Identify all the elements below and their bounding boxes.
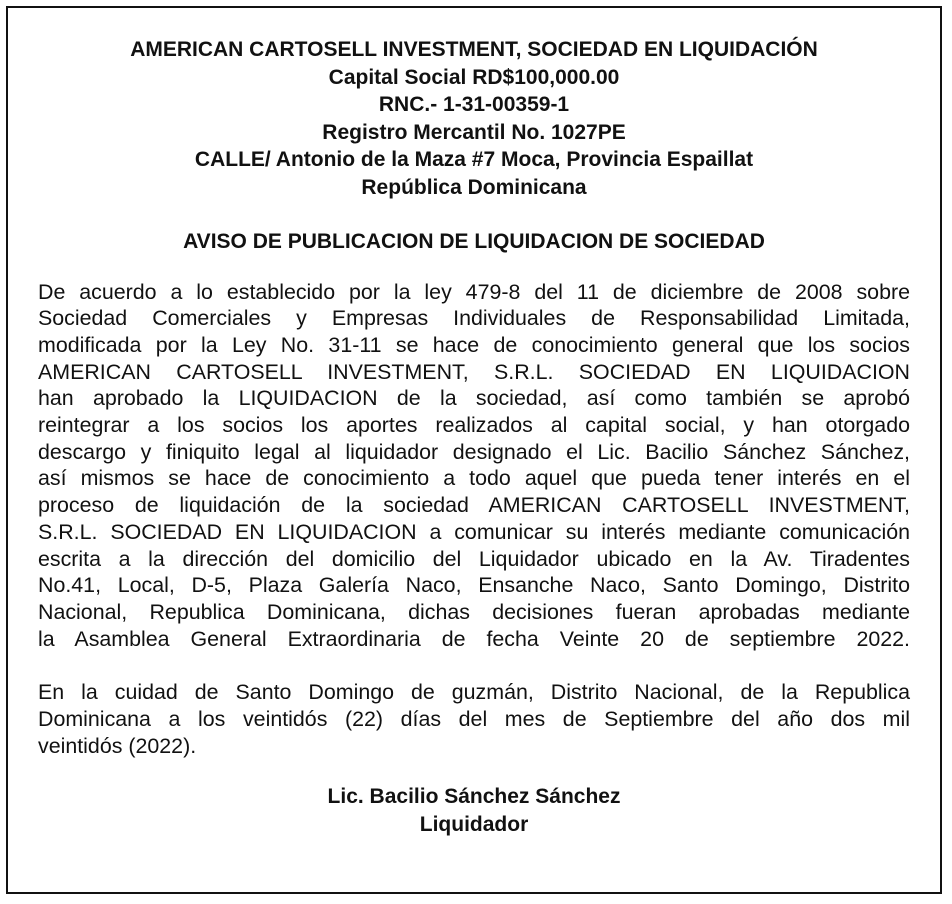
body-paragraph-1 <box>38 279 910 653</box>
paragraph-line: AMERICAN CARTOSELL INVESTMENT, S.R.L. SOCIEDAD EN LIQUIDACION <box>38 359 910 384</box>
company-name: AMERICAN CARTOSELL INVESTMENT, SOCIEDAD EN LIQUIDACIÓN <box>130 38 818 61</box>
paragraph-line: así mismos se hace de conocimiento a todo aquel que pueda tener interés en el <box>38 466 910 491</box>
paragraph-line: la Asamblea General Extraordinaria de fecha Veinte 20 de septiembre 2022. <box>38 626 910 651</box>
notice-title: AVISO DE PUBLICACION DE LIQUIDACION DE SOCIEDAD <box>183 230 765 253</box>
paragraph-line: Sociedad Comerciales y Empresas Individuales de Responsabilidad Limitada, <box>38 306 910 331</box>
paragraph-line: descargo y finiquito legal al liquidador designado el Lic. Bacilio Sánchez Sánchez, <box>38 439 910 464</box>
paragraph-line: han aprobado la LIQUIDACION de la sociedad, así como también se aprobó <box>38 386 910 411</box>
paragraph-line: modificada por la Ley No. 31-11 se hace de conocimiento general que los socios <box>38 332 910 357</box>
paragraph-line: escrita a la dirección del domicilio del Liquidador ubicado en la Av. Tiradentes <box>38 546 910 571</box>
signatory-role: Liquidador <box>419 812 529 836</box>
paragraph-line: proceso de liquidación de la sociedad AMERICAN CARTOSELL INVESTMENT, <box>38 493 910 518</box>
company-address: CALLE/ Antonio de la Maza #7 Moca, Provincia Espaillat <box>194 148 754 171</box>
company-country: República Dominicana <box>361 175 587 199</box>
registro-mercantil: Registro Mercantil No. 1027PE <box>322 120 626 144</box>
paragraph-line: reintegrar a los socios los aportes realizados al capital social, y han otorgado <box>38 413 910 438</box>
paragraph-line: S.R.L. SOCIEDAD EN LIQUIDACION a comunicar su interés mediante comunicación <box>38 519 910 544</box>
paragraph-line: En la cuidad de Santo Domingo de guzmán, Distrito Nacional, de la Republica <box>38 680 910 705</box>
paragraph-line: Nacional, Republica Dominicana, dichas decisiones fueran aprobadas mediante <box>38 599 910 624</box>
body-paragraph-2 <box>38 679 910 759</box>
paragraph-line: No.41, Local, D-5, Plaza Galería Naco, Ensanche Naco, Santo Domingo, Distrito <box>38 573 910 598</box>
paragraph-line: Dominicana a los veintidós (22) días del mes de Septiembre del año dos mil <box>38 707 910 732</box>
signatory-name: Lic. Bacilio Sánchez Sánchez <box>327 785 621 809</box>
legal-notice <box>6 6 942 894</box>
rnc-number: RNC.- 1-31-00359-1 <box>378 93 570 116</box>
paragraph-line: De acuerdo a lo establecido por la ley 479-8 del 11 de diciembre de 2008 sobre <box>38 279 910 304</box>
company-header <box>38 36 910 201</box>
capital-social: Capital Social RD$100,000.00 <box>328 65 620 89</box>
signature-block <box>38 783 910 838</box>
paragraph-line: veintidós (2022). <box>38 733 197 758</box>
